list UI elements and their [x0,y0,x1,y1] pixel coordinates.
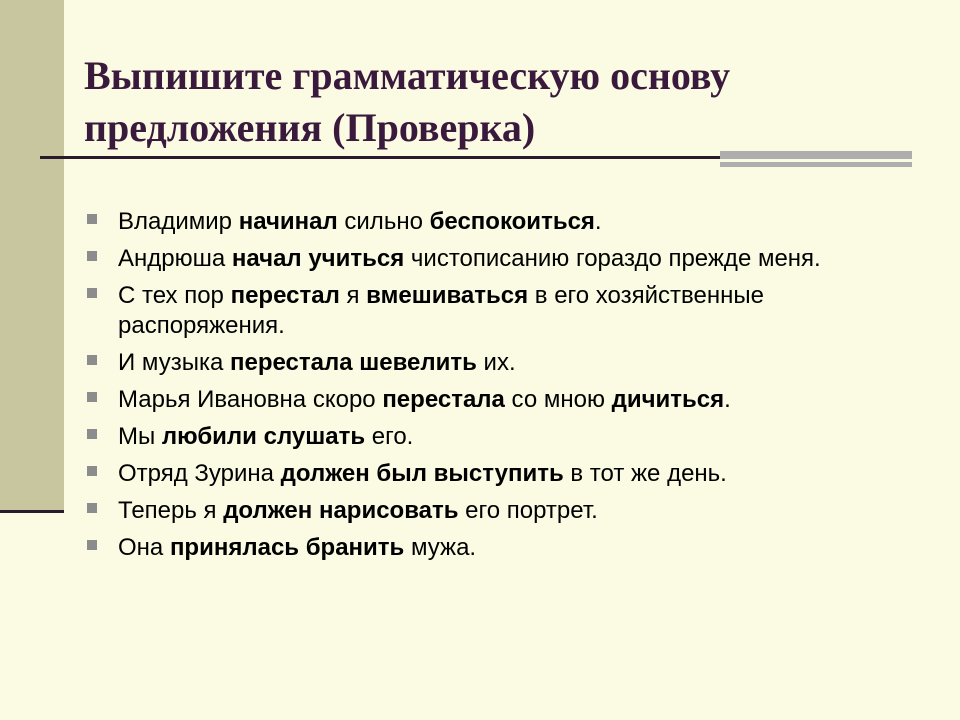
sidebar-divider [0,510,64,513]
bullet-text [118,245,821,272]
square-bullet-icon [87,214,97,224]
grammatical-base-text: вмешиваться [366,282,529,309]
sentence-text: И музыка [118,349,230,376]
square-bullet-icon [87,429,97,439]
sentence-text: Отряд Зурина [118,460,281,487]
square-bullet-icon [87,503,97,513]
grammatical-base-text: дичиться [611,386,725,413]
grammatical-base-text: любили слушать [161,423,366,450]
square-bullet-icon [87,288,97,298]
bullet-item [84,348,864,378]
bullet-item [84,385,864,415]
sentence-text: сильно [337,208,430,235]
sentence-text: Она [118,534,170,561]
grammatical-base-text: перестал [230,282,340,309]
square-bullet-icon [87,540,97,550]
bullet-item [84,533,864,563]
sentence-text: Мы [118,423,162,450]
slide-title: Выпишите грамматическую основу предложения (Проверка) [84,53,731,150]
bullet-item [84,422,864,452]
bullet-text [118,208,602,235]
title-divider-accent [720,151,912,167]
sidebar-decoration [0,0,64,512]
sentence-text: мужа. [404,534,477,561]
sentence-text: в его хозяйственные распоряжения. [118,282,764,339]
bullet-text [118,282,764,339]
bullet-text [118,460,727,487]
sentence-text: я [339,282,367,309]
square-bullet-icon [87,355,97,365]
bullet-item [84,281,864,341]
sentence-text: . [594,208,602,235]
square-bullet-icon [87,392,97,402]
grammatical-base-text: перестала [382,386,505,413]
sentence-text: Владимир [118,208,239,235]
grammatical-base-text: принялась бранить [169,534,405,561]
sentence-text: Марья Ивановна скоро [118,386,383,413]
bullet-item [84,244,864,274]
square-bullet-icon [87,466,97,476]
sentence-text: чистописанию гораздо прежде меня. [404,245,821,272]
sentence-text: в тот же день. [563,460,727,487]
grammatical-base-text: перестала шевелить [229,349,477,376]
bullet-text [118,423,413,450]
bullet-item [84,459,864,489]
sentence-text: их. [476,349,516,376]
grammatical-base-text: должен нарисовать [223,497,459,524]
sentence-text: Теперь я [118,497,224,524]
grammatical-base-text: начинал [238,208,338,235]
bullet-list [84,207,864,570]
bullet-text [118,386,731,413]
bullet-item [84,496,864,526]
sentence-text: его портрет. [458,497,598,524]
sentence-text: С тех пор [118,282,231,309]
sentence-text: Андрюша [118,245,232,272]
sentence-text: его. [365,423,414,450]
square-bullet-icon [87,251,97,261]
grammatical-base-text: должен был выступить [280,460,564,487]
bullet-text [118,497,598,524]
grammatical-base-text: начал учиться [231,245,405,272]
sentence-text: . [724,386,731,413]
sentence-text: со мною [504,386,612,413]
grammatical-base-text: беспокоиться [429,208,595,235]
bullet-text [118,534,476,561]
bullet-text [118,349,516,376]
bullet-item [84,207,864,237]
